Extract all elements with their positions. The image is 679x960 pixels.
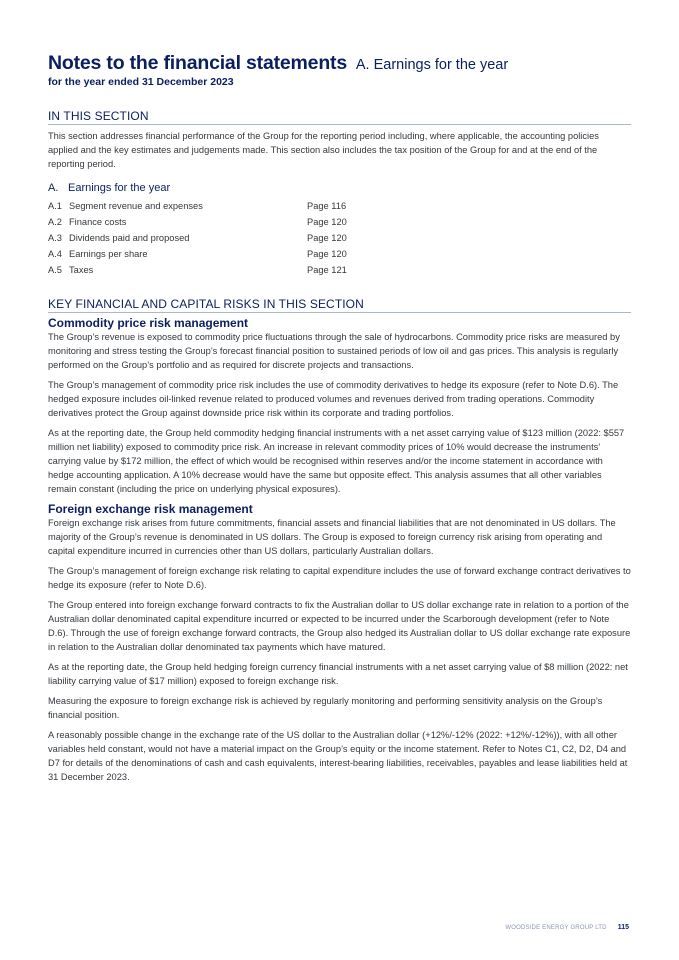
toc-item[interactable] [48,246,631,262]
commodity-paragraph: The Group’s management of commodity price risk includes the use of commodity derivatives to hedge its exposure (refer to Note D.6). The hedged exposure includes oil-linked revenue related to produced volumes and revenues derived from trading operations. Commodity derivatives protect the Group against downside price risk within its corporate and trading portfolios. [48,380,619,418]
toc-item-label: Taxes [69,265,94,275]
key-risks-heading: KEY FINANCIAL AND CAPITAL RISKS IN THIS SECTION [48,297,631,313]
toc-item-label: Finance costs [69,217,127,227]
toc-item[interactable] [48,230,631,246]
toc-item-page: Page 116 [307,201,347,211]
toc-item-page: Page 121 [307,265,347,275]
toc-item-label: Dividends paid and proposed [69,233,190,243]
page-content [48,48,631,784]
toc-title: Earnings for the year [68,182,171,194]
fx-paragraph: Measuring the exposure to foreign exchange risk is achieved by regularly monitoring and performing sensitivity analysis on the Group’s financial position. [48,696,603,720]
footer-company: WOODSIDE ENERGY GROUP LTD [505,925,607,931]
page-title [48,48,631,75]
title-main: Notes to the financial statements [48,52,347,74]
fx-paragraph: Foreign exchange risk arises from future commitments, financial assets and financial liabilities that are not denominated in US dollars. The majority of the Group’s revenue is denominated in US dollars. The Group is exposed to foreign currency risk arising from operating and capital expenditure incurred in currencies other than US dollars, particularly Australian dollars. [48,518,616,556]
toc-heading [48,181,631,195]
toc-item-number: A.2 [48,217,62,227]
in-this-section-heading: IN THIS SECTION [48,109,631,125]
toc-item[interactable] [48,214,631,230]
toc-item-page: Page 120 [307,233,347,243]
toc-item-page: Page 120 [307,249,347,259]
toc-item-number: A.5 [48,265,62,275]
toc-item-number: A.3 [48,233,62,243]
toc-item[interactable] [48,198,631,214]
commodity-paragraph: The Group’s revenue is exposed to commodity price fluctuations through the sale of hydrocarbons. Commodity price risks are measured by monitoring and stress testing the Group’s forecast financial position to sustained periods of low oil and gas prices. This analysis is regularly performed on the Group’s portfolio and as required for discrete projects and transactions. [48,332,620,370]
fx-paragraph: The Group’s management of foreign exchange risk relating to capital expenditure includes the use of forward exchange contract derivatives to hedge its exposure (refer to Note D.6). [48,566,631,590]
footer-page-number: 115 [617,924,629,931]
fx-paragraph: The Group entered into foreign exchange forward contracts to fix the Australian dollar to US dollar exchange rate in relation to a portion of the Australian dollar denominated capital expenditure incurred or expected to be incurred under the Scarborough development (refer to Note D.6). Through the use of foreign exchange forward contracts, the Group also hedged its Australian dollar to US dollar exchange rate exposure in relation to the Australian dollar denominated tax payments which have matured. [48,600,631,652]
fx-paragraph: A reasonably possible change in the exchange rate of the US dollar to the Australian dollar (+12%/-12% (2022: +12%/-12%)), with all other variables held constant, would not have a material impact on the Group’s equity or the income statement. Refer to Notes C1, C2, D2, D4 and D7 for details of the denominations of cash and cash equivalents, interest-bearing liabilities, receivables, payables and lease liabilities held at 31 December 2023. [48,730,628,782]
commodity-paragraph: As at the reporting date, the Group held commodity hedging financial instruments with a net asset carrying value of $123 million (2022: $557 million net liability) exposed to commodity price risk. An increase in relevant commodity prices of 10% would decrease the instruments’ carrying value by $172 million, the effect of which would be recognised within reserves and/or the income statement in accordance with hedge accounting application. A 10% decrease would have the same but opposite effect. This analysis assumes that all other variables remain constant (including the price on underlying physical exposures). [48,428,625,494]
section-intro: This section addresses financial performance of the Group for the reporting period including, where applicable, the accounting policies applied and the key estimates and judgements made. This section also includes the tax position of the Group for and at the end of the reporting period. [48,131,599,169]
fx-paragraph: As at the reporting date, the Group held hedging foreign currency financial instruments with a net asset carrying value of $8 million (2022: net liability carrying value of $17 million) exposed to foreign exchange risk. [48,662,628,686]
toc-letter: A. [48,182,59,194]
page-footer [505,924,629,931]
toc-item-page: Page 120 [307,217,347,227]
period-subtitle: for the year ended 31 December 2023 [48,76,234,88]
toc-item-label: Earnings per share [69,249,148,259]
title-section: A. Earnings for the year [355,57,509,73]
toc-item-label: Segment revenue and expenses [69,201,203,211]
fx-risk-heading: Foreign exchange risk management [48,502,253,516]
toc-item-number: A.4 [48,249,62,259]
toc-item[interactable] [48,262,631,278]
toc-item-number: A.1 [48,201,62,211]
toc-list [48,198,631,278]
commodity-risk-heading: Commodity price risk management [48,316,249,330]
